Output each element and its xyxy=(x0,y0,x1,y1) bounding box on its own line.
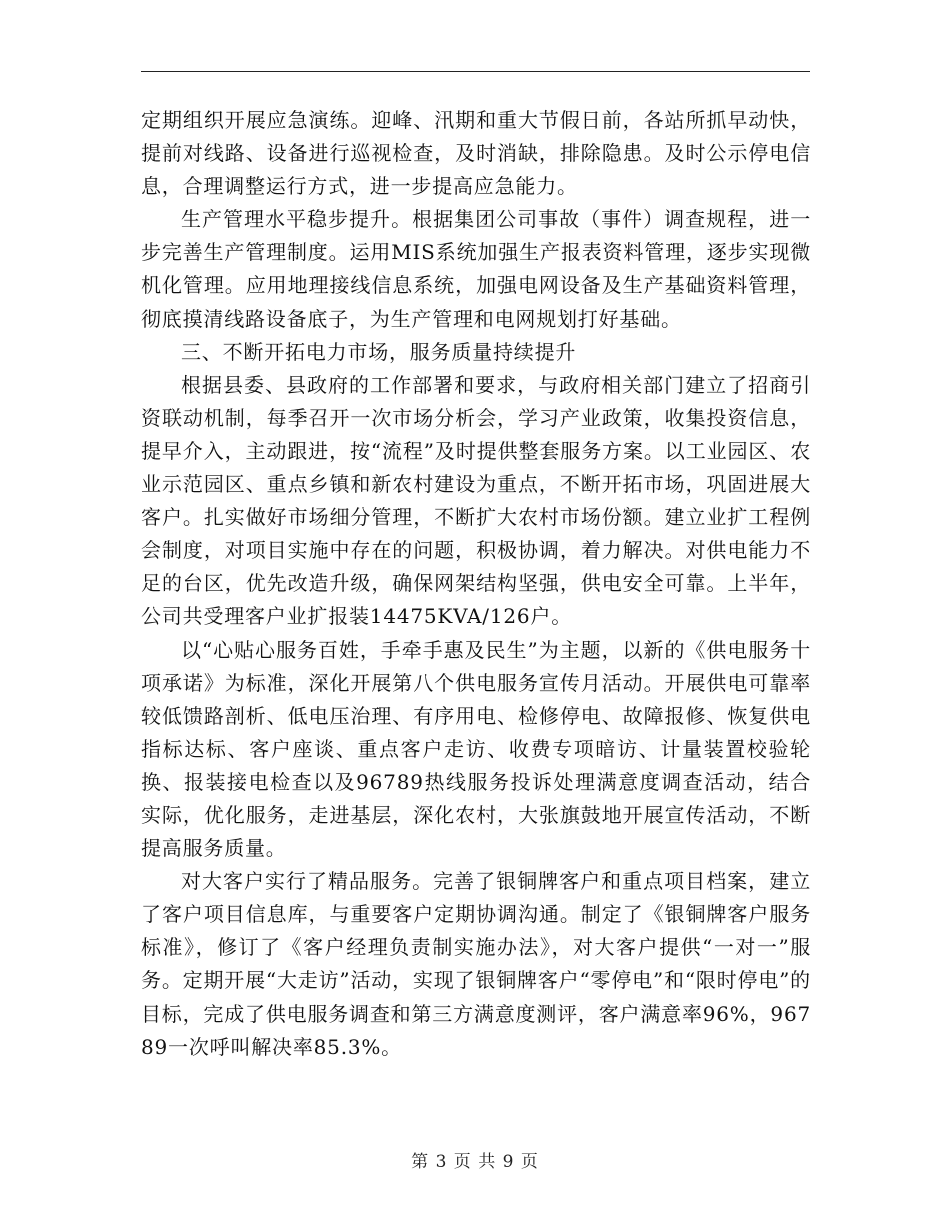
paragraph-4: 以“心贴心服务百姓，手牵手惠及民生”为主题，以新的《供电服务十项承诺》为标准，深化开展第八个供电服务宣传月活动。开展供电可靠率较低馈路剖析、低电压治理、有序用电、检修停电、故障报修、恢复供电指标达标、客户座谈、重点客户走访、收费专项暗访、计量装置校验轮换、报装接电检查以及96789热线服务投诉处理满意度调查活动，结合实际，优化服务，走进基层，深化农村，大张旗鼓地开展宣传活动，不断提高服务质量。 xyxy=(141,637,811,861)
header-rule xyxy=(141,71,810,72)
paragraph-5: 对大客户实行了精品服务。完善了银铜牌客户和重点项目档案，建立了客户项目信息库，与重要客户定期协调沟通。制定了《银铜牌客户服务标准》，修订了《客户经理负责制实施办法》，对大客户提供“一对一”服务。定期开展“大走访”活动，实现了银铜牌客户“零停电”和“限时停电”的目标，完成了供电服务调查和第三方满意度测评，客户满意率96%，96789一次呼叫解决率85.3%。 xyxy=(141,869,811,1059)
page-footer: 第 3 页 共 9 页 xyxy=(411,1152,539,1172)
paragraph-1: 定期组织开展应急演练。迎峰、汛期和重大节假日前，各站所抓早动快，提前对线路、设备进行巡视检查，及时消缺，排除隐患。及时公示停电信息，合理调整运行方式，进一步提高应急能力。 xyxy=(141,108,811,199)
document-body xyxy=(141,104,811,1064)
section-heading: 三、不断开拓电力市场，服务质量持续提升 xyxy=(181,339,577,364)
paragraph-2: 生产管理水平稳步提升。根据集团公司事故（事件）调查规程，进一步完善生产管理制度。运用MIS系统加强生产报表资料管理，逐步实现微机化管理。应用地理接线信息系统，加强电网设备及生产基础资料管理，彻底摸清线路设备底子，为生产管理和电网规划打好基础。 xyxy=(141,207,811,331)
paragraph-3: 根据县委、县政府的工作部署和要求，与政府相关部门建立了招商引资联动机制，每季召开一次市场分析会，学习产业政策，收集投资信息，提早介入，主动跟进，按“流程”及时提供整套服务方案。以工业园区、农业示范园区、重点乡镇和新农村建设为重点，不断开拓市场，巩固进展大客户。扎实做好市场细分管理，不断扩大农村市场份额。建立业扩工程例会制度，对项目实施中存在的问题，积极协调，着力解决。对供电能力不足的台区，优先改造升级，确保网架结构坚强，供电安全可靠。上半年，公司共受理客户业扩报装14475KVA/126户。 xyxy=(141,372,811,629)
